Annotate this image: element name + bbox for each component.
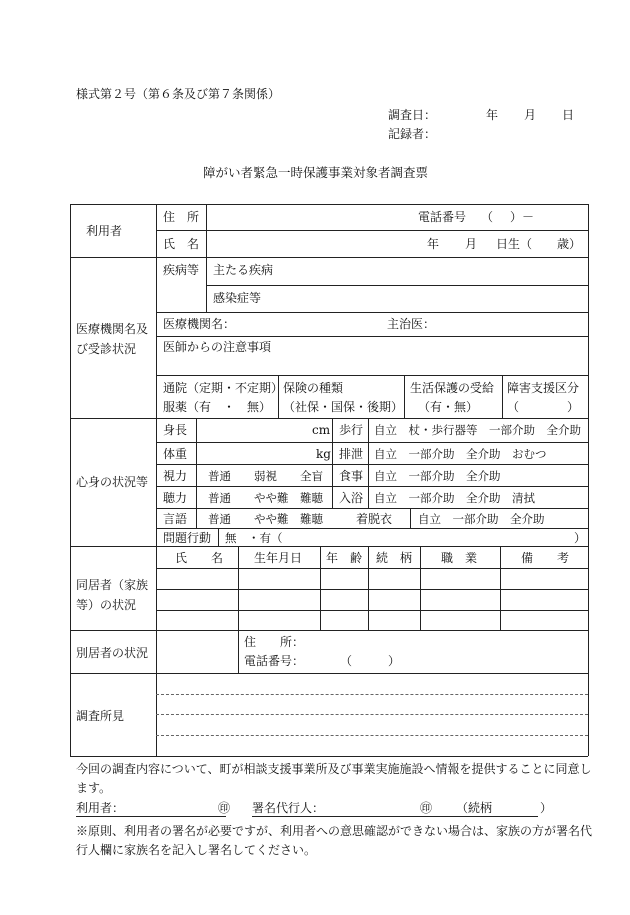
cohabitants-section-label: 等）の状況 <box>76 598 137 612</box>
dressing-options: 自立 一部介助 全介助 <box>418 512 545 526</box>
divider <box>368 418 369 508</box>
col-relation-header: 続 柄 <box>376 551 413 565</box>
divider <box>500 546 501 630</box>
birth-month-label: 月 <box>465 237 478 251</box>
label-column-line <box>156 630 157 756</box>
medical-section-label: び受診状況 <box>76 342 137 356</box>
divider <box>196 418 197 528</box>
divider <box>238 546 239 630</box>
divider <box>404 375 405 418</box>
divider <box>206 204 207 257</box>
divider <box>206 285 588 286</box>
divider <box>70 546 588 547</box>
consent-text: 今回の調査内容について、町が相談支援事業所及び事業実施施設へ情報を提供することに同意し <box>76 762 592 776</box>
divider <box>502 375 503 418</box>
phone-paren: （ <box>481 210 494 224</box>
main-disease-label: 主たる疾病 <box>213 263 274 277</box>
insurance-label: 保険の種類 <box>283 381 344 395</box>
institution-label: 医療機関名： <box>163 317 236 331</box>
table-border-bottom <box>70 756 588 757</box>
note-text: 行人欄に家族名を記入し署名してください。 <box>76 843 317 857</box>
meal-options: 自立 一部介助 全介助 <box>374 469 501 483</box>
separate-section-label: 別居者の状況 <box>76 646 149 660</box>
excretion-options: 自立 一部介助 全介助 おむつ <box>374 447 547 461</box>
speech-label: 言語 <box>163 512 188 526</box>
findings-line <box>156 694 588 695</box>
user-section-label: 利用者 <box>86 224 123 238</box>
disability-class-field: （ ） <box>507 400 580 414</box>
divider <box>218 528 219 546</box>
seal-mark: ㊞ <box>420 801 433 815</box>
user-signature-label: 利用者： <box>76 801 125 815</box>
signature-underline <box>76 816 226 817</box>
meal-label: 食事 <box>339 469 364 483</box>
address-label: 住 所 <box>163 210 200 224</box>
survey-date-month: 月 <box>524 108 537 122</box>
divider <box>156 375 588 376</box>
separate-address-label: 住 所： <box>244 635 305 649</box>
divider <box>368 546 369 630</box>
insurance-types: （社保・国保・後期） <box>283 400 404 414</box>
seal-mark: ㊞ <box>218 801 231 815</box>
survey-date-label: 調査日： <box>388 108 437 122</box>
divider <box>70 673 588 674</box>
behavior-label: 問題行動 <box>163 531 212 545</box>
doctor-label: 主治医： <box>387 317 436 331</box>
divider <box>320 546 321 630</box>
medication-label: 服薬（有 ・ 無） <box>163 400 272 414</box>
doctor-notes-label: 医師からの注意事項 <box>163 340 272 354</box>
col-notes-header: 備 考 <box>521 551 570 565</box>
consent-text: ます。 <box>76 781 112 795</box>
phone-paren: ）－ <box>510 210 535 224</box>
name-label: 氏 名 <box>163 237 200 251</box>
recorder-label: 記録者： <box>388 127 437 141</box>
divider <box>70 257 588 258</box>
divider <box>70 418 588 419</box>
col-birth-header: 生年月日 <box>254 551 303 565</box>
bath-options: 自立 一部介助 全介助 清拭 <box>374 491 535 505</box>
disease-label: 疾病等 <box>163 263 200 277</box>
divider <box>156 528 588 529</box>
divider <box>156 464 588 465</box>
divider <box>156 230 588 231</box>
birth-year-label: 年 <box>427 237 440 251</box>
height-label: 身長 <box>163 423 188 437</box>
separate-phone-paren: （ ） <box>340 654 401 668</box>
cohabitants-section-label: 同居者（家族 <box>76 578 149 592</box>
relation-field: （続柄 ） <box>456 801 553 815</box>
findings-line <box>156 714 588 715</box>
col-name-header: 氏 名 <box>175 551 224 565</box>
weight-label: 体重 <box>163 447 188 461</box>
form-number: 様式第２号（第６条及び第７条関係） <box>76 87 281 101</box>
bath-label: 入浴 <box>339 491 364 505</box>
page-title: 障がい者緊急一時保護事業対象者調査票 <box>203 165 429 180</box>
table-border-right <box>588 204 589 756</box>
divider <box>156 486 588 487</box>
findings-section-label: 調査所見 <box>76 709 125 723</box>
hearing-options: 普通 やや難 難聴 <box>208 491 323 505</box>
survey-date-year: 年 <box>486 108 499 122</box>
separate-phone-label: 電話番号： <box>244 654 305 668</box>
divider <box>70 630 588 631</box>
divider <box>156 336 588 337</box>
divider <box>420 546 421 630</box>
divider <box>332 418 333 508</box>
table-border-top <box>70 204 588 205</box>
height-unit: cm <box>312 423 331 437</box>
divider <box>156 610 588 611</box>
excretion-label: 排泄 <box>339 447 364 461</box>
vision-options: 普通 弱視 全盲 <box>208 469 323 483</box>
birth-day-label: 日生（ <box>496 237 533 251</box>
findings-line <box>156 735 588 736</box>
divider <box>156 589 588 590</box>
signature-underline <box>252 816 538 817</box>
col-age-header: 年 齢 <box>326 551 363 565</box>
divider <box>156 442 588 443</box>
age-label: 歳） <box>557 237 582 251</box>
note-text: ※原則、利用者の署名が必要ですが、利用者への意思確認ができない場合は、家族の方が署名代 <box>76 824 593 838</box>
walking-label: 歩行 <box>339 423 364 437</box>
physical-section-label: 心身の状況等 <box>76 475 149 489</box>
divider <box>156 546 157 630</box>
proxy-signature-label: 署名代行人： <box>252 801 325 815</box>
phone-label: 電話番号 <box>418 210 467 224</box>
infection-label: 感染症等 <box>213 291 262 305</box>
divider <box>156 568 588 569</box>
disability-class-label: 障害支援区分 <box>507 381 580 395</box>
hearing-label: 聴力 <box>163 491 188 505</box>
speech-options: 普通 やや難 難聴 <box>208 512 323 526</box>
visit-label: 通院（定期・不定期） <box>163 381 284 395</box>
divider <box>156 508 588 509</box>
welfare-label: 生活保護の受給 <box>410 381 495 395</box>
dressing-label: 着脱衣 <box>356 512 393 526</box>
behavior-options: 無 ・有（ <box>225 531 283 545</box>
divider <box>410 508 411 528</box>
divider <box>238 630 239 673</box>
medical-section-label: 医療機関名及 <box>76 322 149 336</box>
walking-options: 自立 杖・歩行器等 一部介助 全介助 <box>374 423 581 437</box>
welfare-options: （有・無） <box>418 400 479 414</box>
behavior-close-paren: ） <box>574 531 587 545</box>
col-job-header: 職 業 <box>441 551 478 565</box>
divider <box>156 312 588 313</box>
weight-unit: kg <box>316 447 331 461</box>
survey-date-day: 日 <box>562 108 575 122</box>
vision-label: 視力 <box>163 469 188 483</box>
